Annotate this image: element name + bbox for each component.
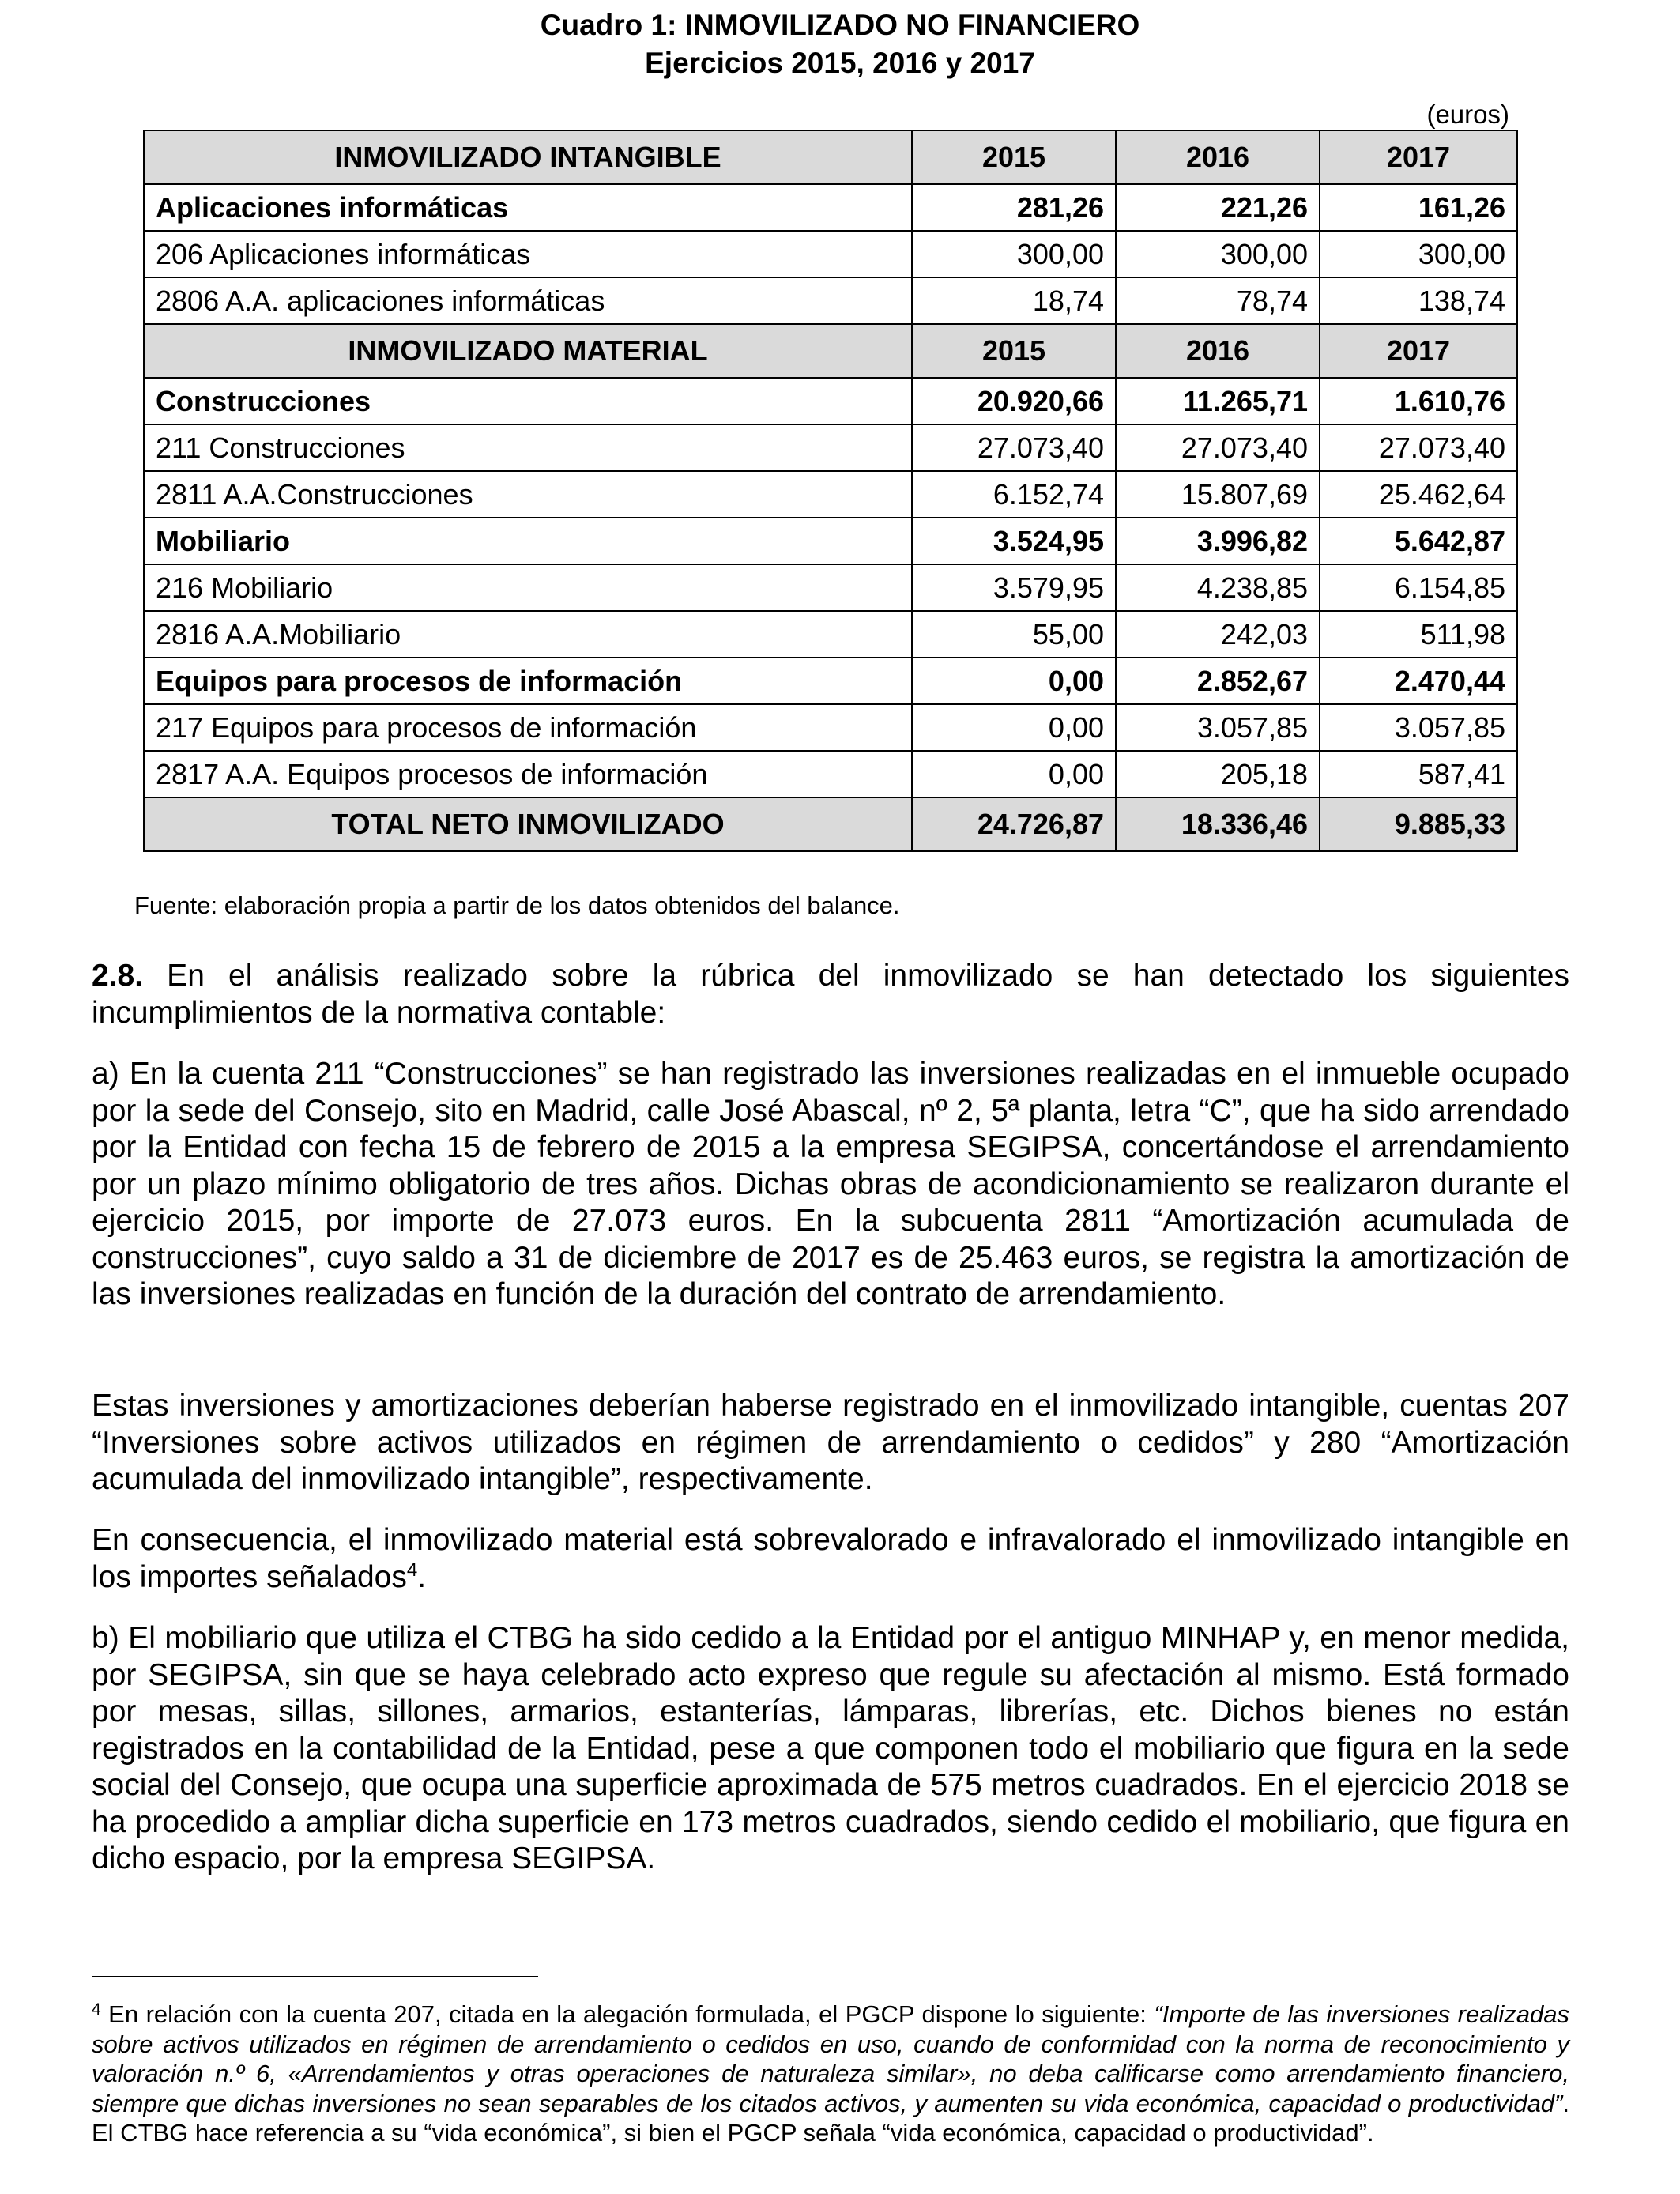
- asset-table: [143, 130, 1518, 852]
- row-label: Construcciones: [144, 378, 912, 424]
- value-2016: 242,03: [1116, 611, 1320, 658]
- value-2016: 11.265,71: [1116, 378, 1320, 424]
- table-row: [144, 424, 1517, 471]
- value-2015: 0,00: [912, 658, 1116, 704]
- header-cell: INMOVILIZADO MATERIAL: [144, 324, 912, 378]
- total-2017: 9.885,33: [1320, 797, 1517, 851]
- value-2015: 55,00: [912, 611, 1116, 658]
- table-header-material: [144, 324, 1517, 378]
- total-2016: 18.336,46: [1116, 797, 1320, 851]
- value-2016: 27.073,40: [1116, 424, 1320, 471]
- row-label: 2817 A.A. Equipos procesos de información: [144, 751, 912, 797]
- paragraph-a: [92, 1056, 1569, 1314]
- footnote-outro: . El CTBG hace referencia a su “vida económica”, si bien el PGCP señala “vida económica, capacidad o productividad”.: [92, 2089, 1569, 2147]
- footnote: [92, 1995, 1569, 2148]
- total-2015: 24.726,87: [912, 797, 1116, 851]
- page-heading: [0, 6, 1680, 82]
- value-2017: 25.462,64: [1320, 471, 1517, 518]
- header-cell: 2016: [1116, 130, 1320, 184]
- total-label: TOTAL NETO INMOVILIZADO: [144, 797, 912, 851]
- table-row: [144, 277, 1517, 324]
- value-2017: 27.073,40: [1320, 424, 1517, 471]
- header-cell: 2015: [912, 130, 1116, 184]
- table-row: [144, 184, 1517, 231]
- value-2015: 0,00: [912, 704, 1116, 751]
- paragraph-text: El mobiliario que utiliza el CTBG ha sido cedido a la Entidad por el antiguo MINHAP y, en menor medida, por SEGIPSA, sin que se haya celebrado acto expreso que regule su afectación al mismo. Está formado por mesas, sillas, sillones, armarios, estanterías, lámparas, librerías, etc. Dichos bienes no están registrados en la contabilidad de la Entidad, pese a que componen todo el mobiliario que figura en la sede social del Consejo, que ocupa una superficie aproximada de 575 metros cuadrados. En el ejercicio 2018 se ha procedido a ampliar dicha superficie en 173 metros cuadrados, siendo cedido el mobiliario, que figura en dicho espacio, por la empresa SEGIPSA.: [92, 1621, 1569, 1875]
- value-2017: 300,00: [1320, 231, 1517, 277]
- value-2016: 300,00: [1116, 231, 1320, 277]
- section-number: 2.8.: [92, 959, 144, 993]
- material-rows: [144, 378, 1517, 797]
- paragraph-text: En consecuencia, el inmovilizado material está sobrevalorado e infravalorado el inmovilizado intangible en los importes señalados: [92, 1523, 1569, 1594]
- paragraph-3: Estas inversiones y amortizaciones deberían haberse registrado en el inmovilizado intangible, cuentas 207 “Inversiones sobre activos utilizados en régimen de arrendamiento o cedidos” y 280 “Amortización acumulada del inmovilizado intangible”, respectivamente.: [92, 1389, 1569, 1496]
- header-cell: 2017: [1320, 130, 1517, 184]
- value-2016: 3.057,85: [1116, 704, 1320, 751]
- row-label: 211 Construcciones: [144, 424, 912, 471]
- table-row: [144, 231, 1517, 277]
- value-2017: 161,26: [1320, 184, 1517, 231]
- paragraph-text: En la cuenta 211 “Construcciones” se han registrado las inversiones realizadas en el inmueble ocupado por la sede del Consejo, sito en Madrid, calle José Abascal, nº 2, 5ª planta, letra “C”, que ha sido arrendado por la Entidad con fecha 15 de febrero de 2015 a la empresa SEGIPSA, concertándose el arrendamiento por un plazo mínimo obligatorio de tres años. Dichas obras de acondicionamiento se realizaron durante el ejercicio 2015, por importe de 27.073 euros. En la subcuenta 2811 “Amortización acumulada de construcciones”, cuyo saldo a 31 de diciembre de 2017 es de 25.463 euros, se registra la amortización de las inversiones realizadas en función de la duración del contrato de arrendamiento.: [92, 1057, 1569, 1311]
- table-row: [144, 378, 1517, 424]
- item-tag: a): [92, 1057, 119, 1091]
- footnote-reference[interactable]: 4: [406, 1559, 418, 1581]
- value-2016: 4.238,85: [1116, 564, 1320, 611]
- value-2016: 78,74: [1116, 277, 1320, 324]
- value-2015: 20.920,66: [912, 378, 1116, 424]
- row-label: 2816 A.A.Mobiliario: [144, 611, 912, 658]
- row-label: 217 Equipos para procesos de información: [144, 704, 912, 751]
- value-2017: 138,74: [1320, 277, 1517, 324]
- row-label: 2811 A.A.Construcciones: [144, 471, 912, 518]
- table-total-row: [144, 797, 1517, 851]
- value-2015: 3.579,95: [912, 564, 1116, 611]
- value-2017: 2.470,44: [1320, 658, 1517, 704]
- table-row: [144, 564, 1517, 611]
- row-label: Aplicaciones informáticas: [144, 184, 912, 231]
- table-row: [144, 658, 1517, 704]
- footnote-mark: 4: [92, 2000, 101, 2019]
- table-row: [144, 611, 1517, 658]
- unit-note: (euros): [1426, 100, 1509, 129]
- page-title: Cuadro 1: INMOVILIZADO NO FINANCIERO: [540, 9, 1140, 41]
- table-row: [144, 751, 1517, 797]
- value-2015: 0,00: [912, 751, 1116, 797]
- value-2015: 18,74: [912, 277, 1116, 324]
- value-2017: 6.154,85: [1320, 564, 1517, 611]
- table-row: [144, 471, 1517, 518]
- value-2016: 2.852,67: [1116, 658, 1320, 704]
- paragraph-4: [92, 1522, 1569, 1596]
- value-2016: 3.996,82: [1116, 518, 1320, 564]
- value-2017: 587,41: [1320, 751, 1517, 797]
- footnote-intro: En relación con la cuenta 207, citada en la alegación formulada, el PGCP dispone lo siguiente:: [100, 2000, 1155, 2028]
- header-cell: INMOVILIZADO INTANGIBLE: [144, 130, 912, 184]
- header-cell: 2017: [1320, 324, 1517, 378]
- page-subtitle: Ejercicios 2015, 2016 y 2017: [645, 47, 1035, 79]
- row-label: Equipos para procesos de información: [144, 658, 912, 704]
- table-header-intangible: [144, 130, 1517, 184]
- header-cell: 2016: [1116, 324, 1320, 378]
- row-label: 2806 A.A. aplicaciones informáticas: [144, 277, 912, 324]
- paragraph-end: .: [417, 1559, 427, 1594]
- item-tag: b): [92, 1621, 119, 1655]
- table-row: [144, 518, 1517, 564]
- value-2016: 205,18: [1116, 751, 1320, 797]
- paragraph-b: [92, 1620, 1569, 1878]
- header-cell: 2015: [912, 324, 1116, 378]
- value-2017: 5.642,87: [1320, 518, 1517, 564]
- value-2017: 1.610,76: [1320, 378, 1517, 424]
- paragraph-2-8: [92, 958, 1569, 1031]
- footnote-quote: “Importe de las inversiones realizadas sobre activos utilizados en régimen de arrendamiento o cedidos en uso, cuando de conformidad con la norma de reconocimiento y valoración n.º 6, «Arrendamientos y otras operaciones de naturaleza similar», no deba calificarse como arrendamiento financiero, siempre que dichas inversiones no sean separables de los citados activos, y aumenten su vida económica, capacidad o productividad”: [92, 2000, 1569, 2117]
- value-2015: 3.524,95: [912, 518, 1116, 564]
- value-2015: 281,26: [912, 184, 1116, 231]
- table-row: [144, 704, 1517, 751]
- row-label: 216 Mobiliario: [144, 564, 912, 611]
- paragraph-text: En el análisis realizado sobre la rúbrica del inmovilizado se han detectado los siguientes incumplimientos de la normativa contable:: [92, 959, 1569, 1030]
- value-2015: 300,00: [912, 231, 1116, 277]
- value-2015: 6.152,74: [912, 471, 1116, 518]
- value-2017: 3.057,85: [1320, 704, 1517, 751]
- row-label: 206 Aplicaciones informáticas: [144, 231, 912, 277]
- value-2017: 511,98: [1320, 611, 1517, 658]
- source-note: Fuente: elaboración propia a partir de los datos obtenidos del balance.: [134, 892, 900, 919]
- value-2016: 221,26: [1116, 184, 1320, 231]
- intangible-rows: [144, 184, 1517, 324]
- value-2016: 15.807,69: [1116, 471, 1320, 518]
- row-label: Mobiliario: [144, 518, 912, 564]
- value-2015: 27.073,40: [912, 424, 1116, 471]
- footnote-separator: [92, 1976, 538, 1977]
